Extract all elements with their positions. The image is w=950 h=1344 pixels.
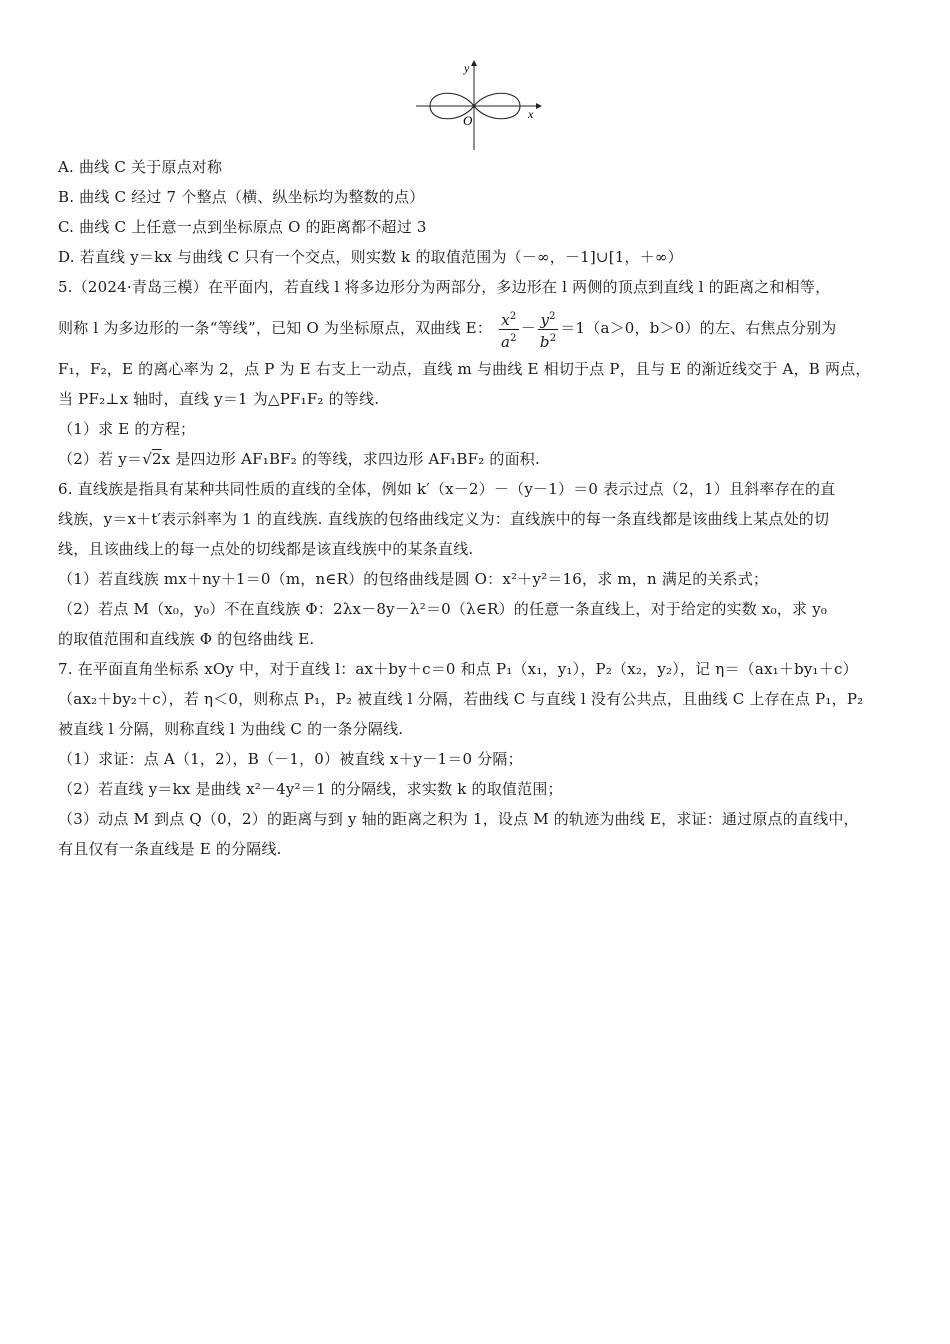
fraction-x2-a2: $\frac{x^2}{a^2}$ [499, 308, 519, 351]
q7-sub-2: （2）若直线 y＝kx 是曲线 x²－4y²＝1 的分隔线，求实数 k 的取值范围； [58, 780, 563, 798]
origin-label: O [463, 113, 473, 128]
q6-line-3: 线，且该曲线上的每一点处的切线都是该直线族中的某条直线. [58, 540, 474, 558]
option-c: C. 曲线 C 上任意一点到坐标原点 O 的距离都不超过 3 [58, 218, 427, 236]
q5-line-1: 5.（2024·青岛三模）在平面内，若直线 l 将多边形分为两部分，多边形在 l 两侧的顶点到直线 l 的距离之和相等， [58, 278, 831, 296]
y-axis-label: y [464, 61, 470, 75]
q5-line-2: 则称 l 为多边形的一条“等线”，已知 O 为坐标原点，双曲线 E： $\frac{x^2}{a^2}$ － $\frac{y^2}{b^2}$ ＝1（a＞0，b＞0）的左、右焦点分别为 [58, 302, 894, 354]
q6-line-2: 线族，y＝x＋t′表示斜率为 1 的直线族. 直线族的包络曲线定义为：直线族中的每一条直线都是该曲线上某点处的切 [58, 510, 830, 528]
q7-sub-1: （1）求证：点 A（1，2），B（－1，0）被直线 x＋y－1＝0 分隔； [58, 750, 523, 768]
q5-number: 5. [58, 278, 73, 296]
q7-line-2: （ax₂＋by₂＋c），若 η＜0，则称点 P₁，P₂ 被直线 l 分隔，若曲线 C 与直线 l 没有公共点，且曲线 C 上存在点 P₁，P₂ [58, 690, 864, 708]
q6-sub-2-line-1: （2）若点 M（x₀，y₀）不在直线族 Φ：2λx－8y－λ²＝0（λ∈R）的任意一条直线上，对于给定的实数 x₀，求 y₀ [58, 600, 828, 618]
q6-sub-1: （1）若直线族 mx＋ny＋1＝0（m，n∈R）的包络曲线是圆 O：x²＋y²＝16，求 m，n 满足的关系式； [58, 570, 769, 588]
option-b: B. 曲线 C 经过 7 个整点（横、纵坐标均为整数的点） [58, 188, 425, 206]
q6-sub-2-line-2: 的取值范围和直线族 Φ 的包络曲线 E. [58, 630, 315, 648]
option-d: D. 若直线 y＝kx 与曲线 C 只有一个交点，则实数 k 的取值范围为（－∞，－1]∪[1，＋∞） [58, 248, 683, 266]
q5-line-3: F₁，F₂，E 的离心率为 2，点 P 为 E 右支上一动点，直线 m 与曲线 E 相切于点 P，且与 E 的渐近线交于 A，B 两点， [58, 360, 871, 378]
q6-line-1: 6. 直线族是指具有某种共同性质的直线的全体，例如 k′（x－2）－（y－1）＝0 表示过点（2，1）且斜率存在的直 [58, 480, 836, 498]
radicand: 2 [151, 450, 162, 468]
x-axis-label: x [528, 107, 534, 121]
q7-sub-3-line-1: （3）动点 M 到点 Q（0，2）的距离与到 y 轴的距离之积为 1，设点 M 的轨迹为曲线 E，求证：通过原点的直线中， [58, 810, 859, 828]
q5-line-4: 当 PF₂⊥x 轴时，直线 y＝1 为△PF₁F₂ 的等线. [58, 390, 380, 408]
q5-source: （2024·青岛三模） [72, 278, 208, 296]
q5-sub-1: （1）求 E 的方程； [58, 420, 196, 438]
radical-sign: √ [142, 450, 152, 468]
option-a: A. 曲线 C 关于原点对称 [58, 158, 223, 176]
lemniscate-figure [412, 58, 542, 154]
q5-sub-2: （2）若 y＝√2x 是四边形 AF₁BF₂ 的等线，求四边形 AF₁BF₂ 的面积. [58, 450, 540, 468]
fraction-y2-b2: $\frac{y^2}{b^2}$ [538, 308, 558, 351]
document-body [58, 152, 894, 864]
y-axis-arrow [471, 60, 477, 66]
q7-sub-3-line-2: 有且仅有一条直线是 E 的分隔线. [58, 840, 282, 858]
q7-line-3: 被直线 l 分隔，则称直线 l 为曲线 C 的一条分隔线. [58, 720, 404, 738]
x-axis-arrow [536, 103, 542, 109]
q7-line-1: 7. 在平面直角坐标系 xOy 中，对于直线 l：ax＋by＋c＝0 和点 P₁（x₁，y₁），P₂（x₂，y₂），记 η＝（ax₁＋by₁＋c） [58, 660, 858, 678]
